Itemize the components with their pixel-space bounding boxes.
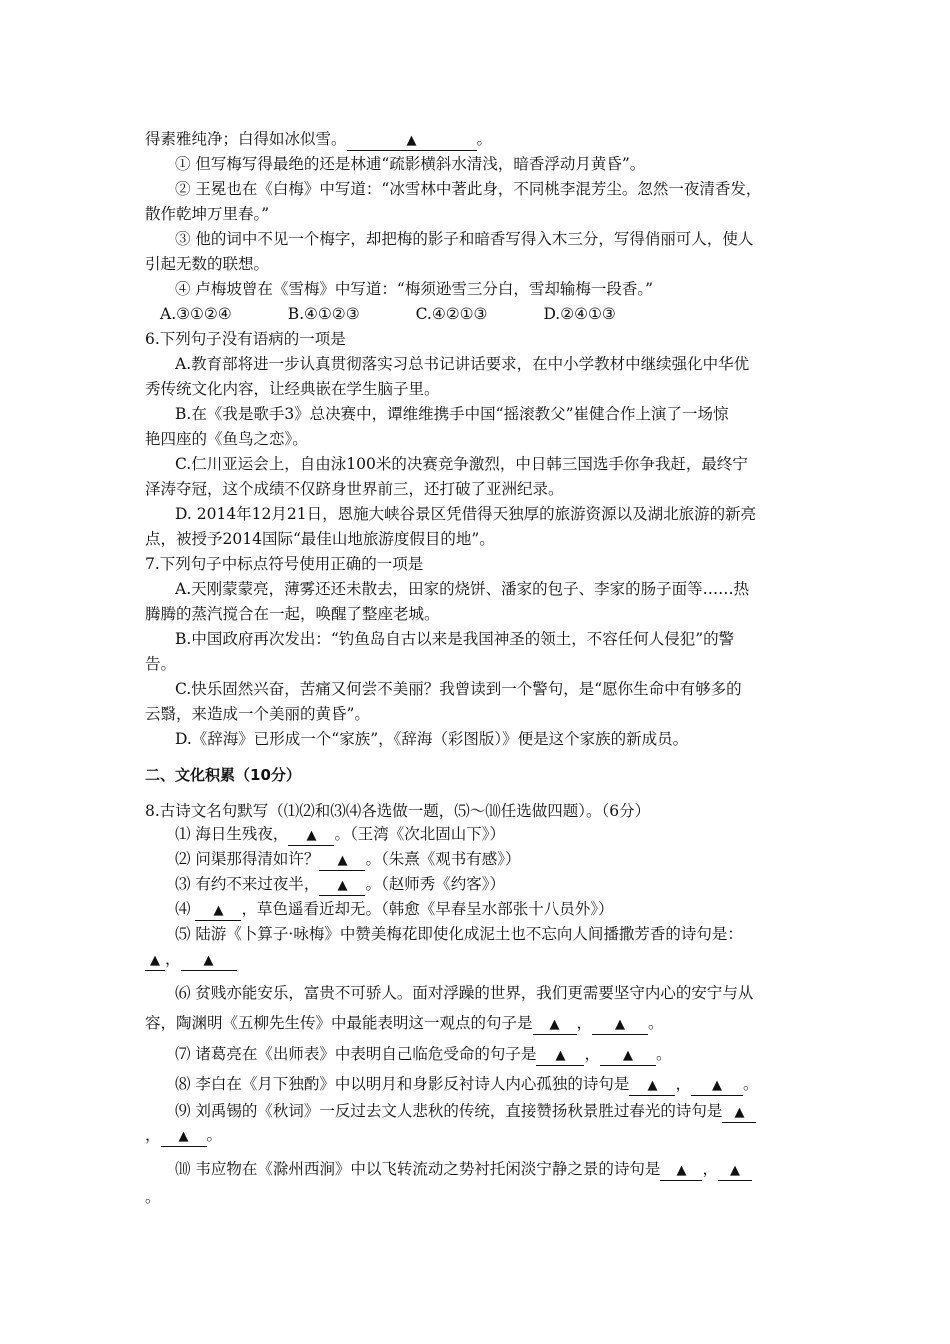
answer-blank[interactable]: ▲ [195,902,241,921]
answer-blank[interactable]: ▲ [592,1016,648,1035]
q7-stem: 7.下列句子中标点符号使用正确的一项是 [145,555,424,573]
q8-item-7: ⑺ 诸葛亮在《出师表》中表明自己临危受命的句子是 ▲ ， ▲ 。 [175,1043,671,1066]
section-heading: 二、文化积累（10分） [145,766,301,784]
q8-item-1: ⑴ 海日生残夜， ▲ 。（王湾《次北固山下》） [175,823,505,846]
answer-blank[interactable]: ▲ [145,952,165,971]
q6-stem: 6.下列句子没有语病的一项是 [145,330,346,348]
option-b[interactable]: B.④①②③ [287,305,360,323]
option-c[interactable]: C.④②①③ [415,305,488,323]
answer-blank[interactable]: ▲ [718,1162,752,1181]
q6-option-a-cont: 秀传统文化内容，让经典嵌在学生脑子里。 [145,380,440,398]
q8-item-9-cont: ， ▲ 。 [145,1124,222,1147]
q8-item-4: ⑷ ▲ ，草色遥看近却无。（韩愈《早春呈水部张十八员外》） [175,898,613,921]
q8-item-10: ⑽ 韦应物在《滁州西涧》中以飞转流动之势衬托闲淡宁静之景的诗句是 ▲ ， ▲ [175,1158,752,1181]
answer-blank[interactable]: ▲ [536,1047,584,1066]
option-d[interactable]: D.②④①③ [543,305,616,323]
q8-item-8: ⑻ 李白在《月下独酌》中以明月和身影反衬诗人内心孤独的诗句是 ▲ ， ▲ 。 [175,1073,758,1096]
q8-item-9: ⑼ 刘禹锡的《秋词》一反过去文人悲秋的传统，直接赞扬秋景胜过春光的诗句是 ▲ [175,1100,756,1123]
q7-option-a-cont: 腾腾的蒸汽搅合在一起，唤醒了整座老城。 [145,605,440,623]
option-a[interactable]: A.③①②④ [160,305,232,323]
q5-sentence-3: ③ 他的词中不见一个梅字，却把梅的影子和暗香写得入木三分，写得俏丽可人，使人 [175,230,754,248]
q5-options [160,303,616,325]
q8-item-6: ⑹ 贫贱亦能安乐，富贵不可骄人。面对浮躁的世界，我们更需要坚守内心的安宁与从 [175,984,754,1002]
q6-option-b-cont: 艳四座的《鱼鸟之恋》。 [145,430,308,448]
q6-option-b[interactable]: B.在《我是歌手3》总决赛中，谭维维携手中国“摇滚教父”崔健合作上演了一场惊 [175,405,729,423]
answer-blank[interactable]: ▲ [660,1162,702,1181]
answer-blank[interactable]: ▲ [347,132,477,151]
answer-blank[interactable]: ▲ [722,1104,756,1123]
answer-blank[interactable]: ▲ [288,827,334,846]
q6-option-d-cont: 点，被授予2014国际“最佳山地旅游度假目的地”。 [145,530,495,548]
q7-option-d[interactable]: D.《辞海》已形成一个“家族”，《辞海（彩图版）》便是这个家族的新成员。 [175,730,689,748]
q8-item-3: ⑶ 有约不来过夜半， ▲ 。（赵师秀《约客》） [175,873,505,896]
answer-blank[interactable]: ▲ [600,1047,656,1066]
q7-option-c[interactable]: C.快乐固然兴奋，苦痛又何尝不美丽？我曾读到一个警句，是“愿你生命中有够多的 [175,680,742,698]
q8-stem: 8.古诗文名句默写（⑴⑵和⑶⑷各选做一题，⑸～⑽任选做四题）。（6分） [145,802,651,820]
q7-option-c-cont: 云翳，来造成一个美丽的黄昏”。 [145,705,370,723]
q8-item-2: ⑵ 问渠那得清如许？ ▲ 。（朱熹《观书有感》） [175,848,520,871]
q5-lead-line: 得素雅纯净；白得如冰似雪。 ▲ 。 [145,128,492,151]
answer-blank[interactable]: ▲ [691,1077,743,1096]
q6-option-c[interactable]: C.仁川亚运会上，自由泳100米的决赛竞争激烈，中日韩三国选手你争我赶，最终宁 [175,455,748,473]
q6-option-a[interactable]: A.教育部将进一步认真贯彻落实习总书记讲话要求，在中小学教材中继续强化中华优 [175,355,750,373]
answer-blank[interactable]: ▲ [319,877,365,896]
answer-blank[interactable]: ▲ [533,1016,577,1035]
answer-blank[interactable]: ▲ [629,1077,675,1096]
q7-option-a[interactable]: A.天刚蒙蒙亮，薄雾还还未散去，田家的烧饼、潘家的包子、李家的肠子面等……热 [175,580,750,598]
q5-lead-text: 得素雅纯净；白得如冰似雪。 [145,130,347,148]
q7-option-b-cont: 告。 [145,655,177,673]
q6-option-d[interactable]: D. 2014年12月21日，恩施大峡谷景区凭借得天独厚的旅游资源以及湖北旅游的新亮 [175,505,757,523]
q8-item-5-answers: ▲ ， ▲ [145,948,237,971]
q6-option-c-cont: 泽涛夺冠，这个成绩不仅跻身世界前三，还打破了亚洲纪录。 [145,480,564,498]
answer-blank[interactable]: ▲ [181,952,237,971]
q5-sentence-1: ① 但写梅写得最绝的还是林逋“疏影横斜水清浅，暗香浮动月黄昏”。 [175,155,646,173]
answer-blank[interactable]: ▲ [161,1128,207,1147]
q8-item-6-cont: 容，陶渊明《五柳先生传》中最能表明这一观点的句子是 ▲ ， ▲ 。 [145,1012,664,1035]
q7-option-b[interactable]: B.中国政府再次发出：“钓鱼岛自古以来是我国神圣的领土，不容任何人侵犯”的警 [175,630,735,648]
q5-sentence-2-cont: 散作乾坤万里春。” [145,205,270,223]
answer-blank[interactable]: ▲ [319,852,365,871]
q8-item-10-cont: 。 [145,1188,161,1206]
q5-sentence-4: ④ 卢梅坡曾在《雪梅》中写道：“梅须逊雪三分白，雪却输梅一段香。” [175,280,654,298]
q5-sentence-2: ② 王冕也在《白梅》中写道：“冰雪林中著此身，不同桃李混芳尘。忽然一夜清香发， [175,180,762,198]
q8-item-5: ⑸ 陆游《卜算子·咏梅》中赞美梅花即使化成泥土也不忘向人间播撒芳香的诗句是： [175,925,743,943]
q5-sentence-3-cont: 引起无数的联想。 [145,255,270,273]
